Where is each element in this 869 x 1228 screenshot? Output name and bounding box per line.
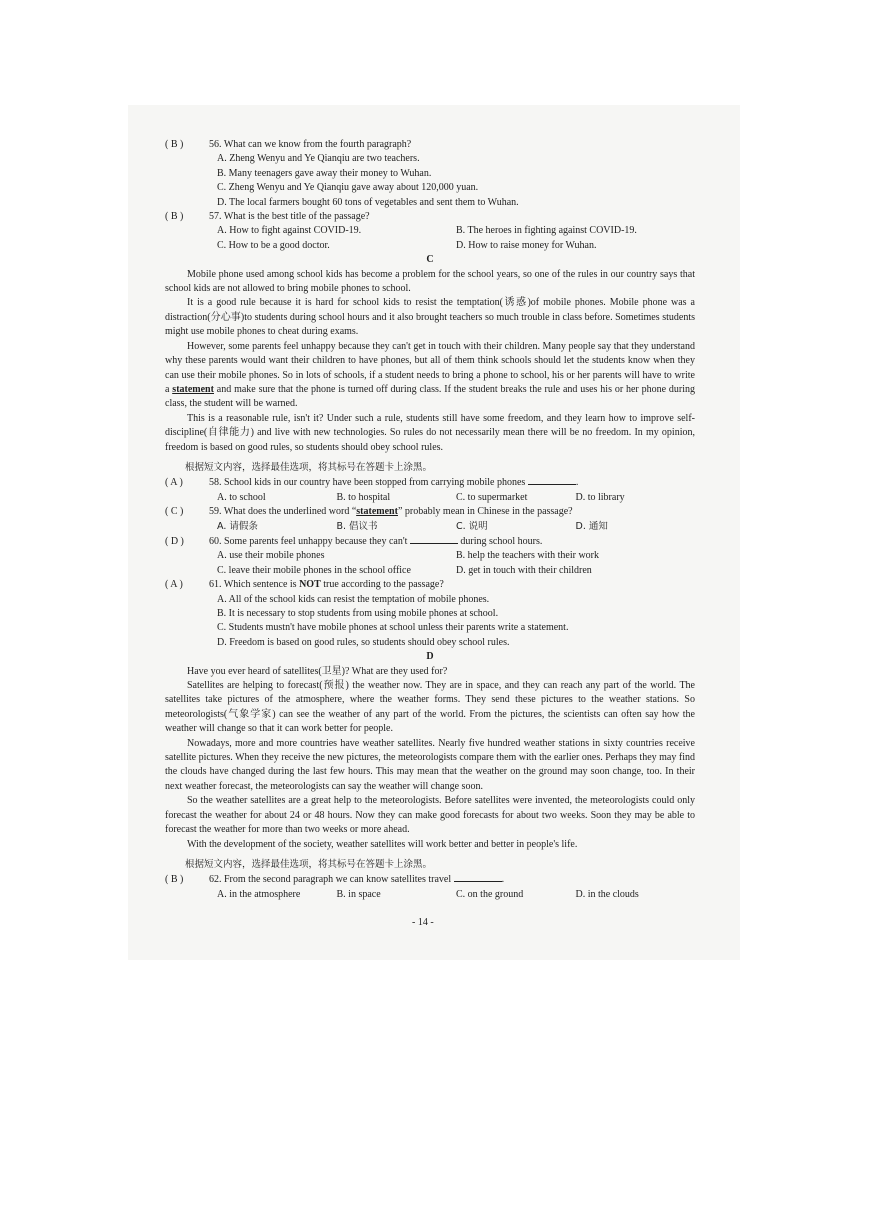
passage-paragraph: It is a good rule because it is hard for school kids to resist the temptation(诱惑)of mobile phones. Mobile phone was a distraction(分心事)to students during school hours and it also brought teachers so much trouble in class before. Sometimes students might use mobile phones to cheat during exams. bbox=[165, 297, 695, 338]
question-text: 57. What is the best title of the passage? bbox=[209, 211, 370, 223]
punctuation: . bbox=[501, 874, 505, 886]
instruction: 根据短文内容，选择最佳选项，将其标号在答题卡上涂黑。 bbox=[185, 461, 433, 473]
option: B. The heroes in fighting against COVID-19. bbox=[456, 225, 637, 237]
bold-word: NOT bbox=[299, 579, 321, 591]
option: A. to school bbox=[217, 491, 266, 503]
question-text: 58. School kids in our country have been stopped from carrying mobile phones bbox=[209, 477, 526, 489]
question-text: 62. From the second paragraph we can know satellites travel bbox=[209, 874, 452, 886]
underlined-word: statement bbox=[172, 383, 214, 395]
options-row bbox=[165, 549, 695, 563]
answer-blank bbox=[528, 475, 576, 485]
instruction: 根据短文内容，选择最佳选项，将其标号在答题卡上涂黑。 bbox=[185, 858, 433, 870]
exam-content bbox=[165, 138, 695, 902]
question-text: true according to the passage? bbox=[320, 579, 444, 591]
answer-mark: ( D ) bbox=[165, 535, 184, 547]
question-62 bbox=[165, 872, 695, 887]
option: B. to hospital bbox=[336, 491, 391, 503]
section-heading-d: D bbox=[426, 651, 434, 663]
question-text: 60. Some parents feel unhappy because they can't bbox=[209, 535, 408, 547]
option: D. The local farmers bought 60 tons of vegetables and sent them to Wuhan. bbox=[217, 196, 519, 208]
options-row bbox=[165, 564, 695, 578]
passage-paragraph: Mobile phone used among school kids has become a problem for the school years, so one of the rules in our country says that school kids are not allowed to bring mobile phones to school. bbox=[165, 268, 695, 295]
answer-blank bbox=[454, 872, 502, 882]
question-text: 59. What does the underlined word “ bbox=[209, 506, 357, 518]
options-row bbox=[165, 520, 695, 534]
option: C. to supermarket bbox=[456, 491, 528, 503]
question-text: ” probably mean in Chinese in the passage? bbox=[397, 506, 573, 518]
option: B. help the teachers with their work bbox=[456, 550, 600, 562]
question-57 bbox=[165, 210, 695, 224]
question-61 bbox=[165, 578, 695, 592]
option: C. on the ground bbox=[456, 888, 524, 900]
option: A. How to fight against COVID-19. bbox=[217, 225, 362, 237]
option: C. leave their mobile phones in the school office bbox=[217, 564, 411, 576]
option: D. How to raise money for Wuhan. bbox=[456, 239, 597, 251]
option: B. Many teenagers gave away their money to Wuhan. bbox=[217, 167, 432, 179]
paragraph-text: However, some parents feel unhappy because they can't get in touch with their children. Many people say that they understand why these parents would want their children to have phones, but all of them think schools should let the students know when they can use their mobile phones. So in lots of schools, if a student needs to bring a phone to school, his or her parents will have to write a bbox=[165, 340, 695, 395]
question-60 bbox=[165, 534, 695, 549]
options-row bbox=[165, 888, 695, 902]
punctuation: . bbox=[575, 477, 579, 489]
answer-mark: ( B ) bbox=[165, 874, 184, 886]
option: B. in space bbox=[336, 888, 381, 900]
paragraph-text: and make sure that the phone is turned off during class. If the student breaks the rule and uses his or her phone during class, the student will be warned. bbox=[165, 383, 695, 410]
option: D. Freedom is based on good rules, so students should obey school rules. bbox=[217, 636, 510, 648]
option: A. All of the school kids can resist the temptation of mobile phones. bbox=[217, 593, 490, 605]
option: C. Zheng Wenyu and Ye Qianqiu gave away about 120,000 yuan. bbox=[217, 182, 479, 194]
section-heading-c: C bbox=[426, 254, 434, 266]
answer-mark: ( A ) bbox=[165, 477, 183, 489]
option: A. in the atmosphere bbox=[217, 888, 301, 900]
passage-paragraph: Have you ever heard of satellites(卫星)? What are they used for? bbox=[187, 665, 448, 677]
answer-mark: ( B ) bbox=[165, 139, 184, 150]
option: D. to library bbox=[575, 491, 625, 503]
question-56 bbox=[165, 138, 695, 152]
answer-mark: ( A ) bbox=[165, 579, 183, 591]
question-text: 61. Which sentence is bbox=[209, 579, 300, 591]
option: C. How to be a good doctor. bbox=[217, 239, 330, 251]
option: A. Zheng Wenyu and Ye Qianqiu are two teachers. bbox=[217, 153, 420, 165]
passage-paragraph bbox=[165, 340, 695, 412]
option: D. in the clouds bbox=[575, 888, 639, 900]
passage-paragraph: This is a reasonable rule, isn't it? Under such a rule, students still have some freedom, and they learn how to improve self-discipline(自律能力) and live with new technologies. So rules do not necessarily mean there will be no freedom. In my opinion, freedom is based on good rules, so students should obey school rules. bbox=[165, 412, 695, 453]
option: A. use their mobile phones bbox=[217, 550, 325, 562]
options-row bbox=[165, 239, 695, 253]
passage-paragraph: Nowadays, more and more countries have weather satellites. Nearly five hundred weather stations in sixty countries receive satellite pictures. When they receive the new pictures, the meteorologists compare them with the earlier ones. Perhaps they may find the clouds have changed during the last few hours. This may mean that the weather on the ground may soon change, too. In their next weather forecast, the meteorologists can say the weather will change soon. bbox=[165, 737, 695, 792]
page-number: - 14 - bbox=[412, 917, 434, 928]
answer-mark: ( B ) bbox=[165, 211, 184, 223]
option: D. 通知 bbox=[575, 520, 608, 532]
passage-paragraph: With the development of the society, weather satellites will work better and better in people's life. bbox=[187, 838, 578, 850]
question-text: during school hours. bbox=[460, 535, 543, 547]
option: A. 请假条 bbox=[217, 520, 258, 532]
option: B. 倡议书 bbox=[336, 520, 378, 532]
option: D. get in touch with their children bbox=[456, 564, 592, 576]
option: B. It is necessary to stop students from using mobile phones at school. bbox=[217, 608, 499, 619]
options-row bbox=[165, 491, 695, 505]
answer-blank bbox=[410, 534, 458, 544]
question-58 bbox=[165, 475, 695, 490]
option: C. 说明 bbox=[456, 520, 488, 532]
question-text: 56. What can we know from the fourth paragraph? bbox=[209, 139, 412, 150]
question-59 bbox=[165, 505, 695, 519]
answer-mark: ( C ) bbox=[165, 506, 184, 518]
passage-paragraph: Satellites are helping to forecast(预报) the weather now. They are in space, and they can reach any part of the world. The satellites take pictures of the atmosphere, where the weather forms. They send these pictures to the weather stations. So meteorologists(气象学家) can see the weather of any part of the world. From the pictures, the scientists can often say how the weather will change so that it can work better for people. bbox=[165, 680, 695, 735]
options-row bbox=[165, 224, 695, 238]
option: C. Students mustn't have mobile phones at school unless their parents write a statement. bbox=[217, 622, 569, 634]
passage-paragraph: So the weather satellites are a great help to the meteorologists. Before satellites were invented, the meteorologists could only forecast the weather for about 24 or 48 hours. Now they can make good forecasts for about two weeks. Soon they may be able to forecast the weather for more than two weeks or more ahead. bbox=[165, 795, 695, 836]
underlined-word: statement bbox=[356, 506, 398, 518]
